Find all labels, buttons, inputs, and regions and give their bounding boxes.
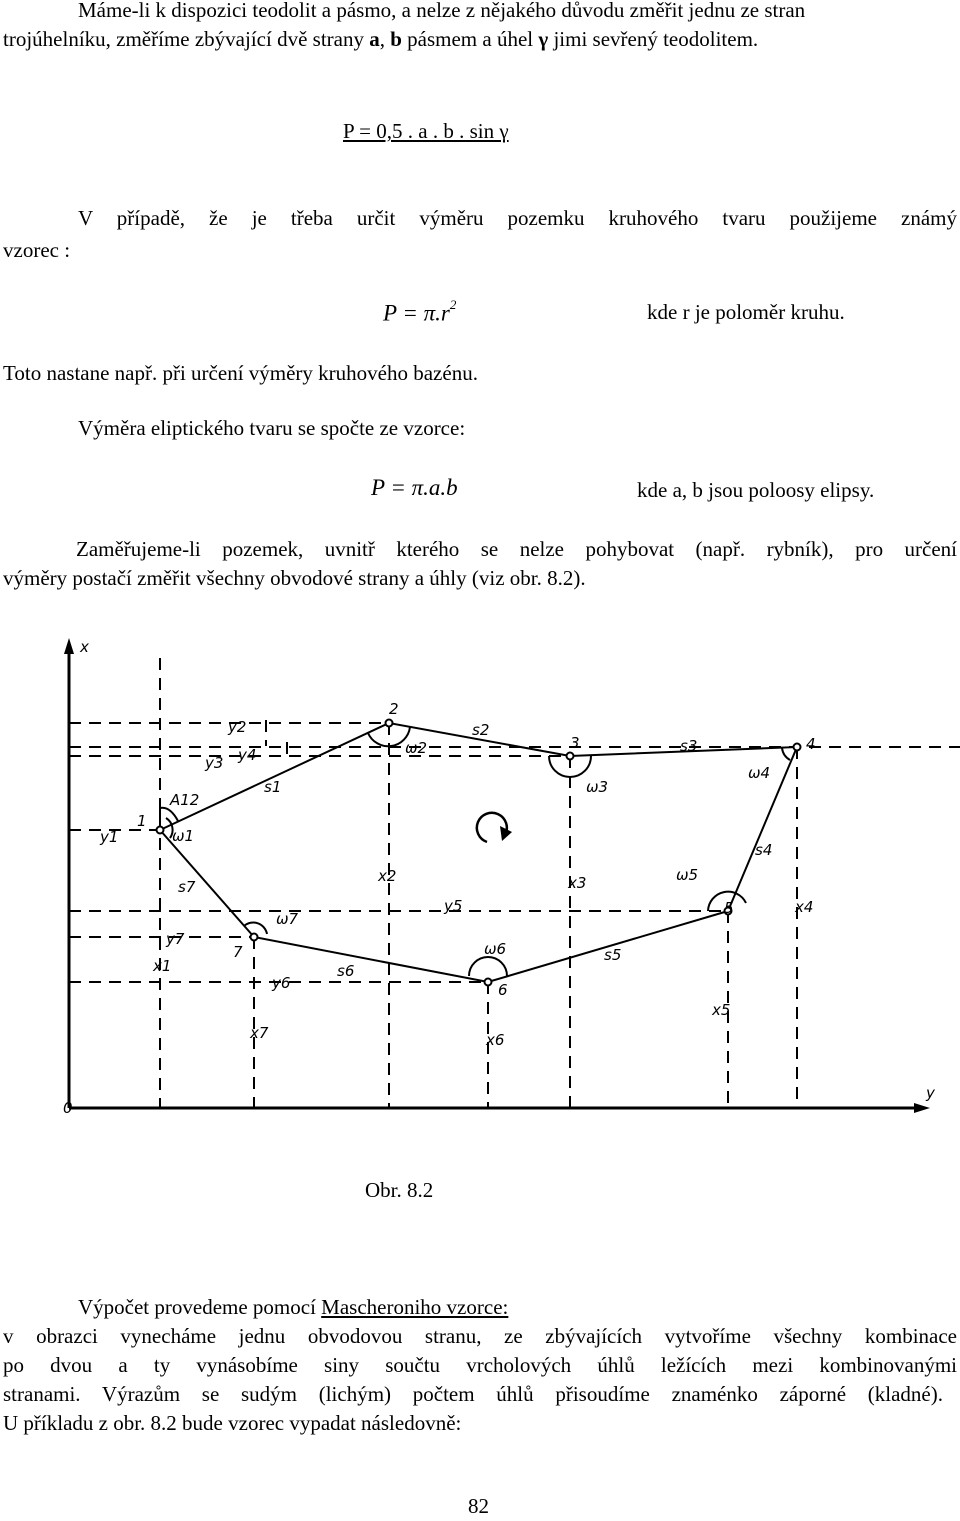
triangle-area-formula: P = 0,5 . a . b . sin γ	[343, 119, 509, 143]
ellipse-line-1: Výměra eliptického tvaru se spočte ze vzorce:	[78, 416, 466, 440]
side-label-s2: s2	[472, 721, 490, 739]
point-4	[794, 744, 801, 751]
survey-line-1: Zaměřujeme-li pozemek, uvnitř kterého se nelze pohybovat (např. rybník), pro určení	[76, 537, 957, 561]
side-label-s6: s6	[337, 962, 355, 980]
circle-line-2: vzorec :	[3, 238, 71, 262]
point-label-7: 7	[233, 943, 243, 961]
figure-caption: Obr. 8.2	[365, 1178, 434, 1202]
point-label-3: 3	[570, 734, 580, 752]
y-label-6: y6	[272, 974, 291, 992]
side-label-s5: s5	[604, 946, 622, 964]
circle-formula-note: kde r je poloměr kruhu.	[647, 300, 845, 324]
polygon-survey-figure	[0, 630, 960, 1130]
x-label-1: x1	[153, 957, 172, 975]
circle-line-1: V případě, že je třeba určit výměru pozemku kruhového tvaru použijeme známý	[78, 206, 957, 230]
intro-line-2-middle: pásmem a úhel	[401, 27, 539, 51]
point-label-4: 4	[806, 735, 816, 753]
mascheroni-formula-name: Mascheroniho vzorce:	[321, 1295, 509, 1319]
page-number: 82	[468, 1494, 489, 1518]
intro-line-2-comma: ,	[379, 27, 391, 51]
x-label-7: x7	[250, 1024, 269, 1042]
origin-label: 0	[63, 1099, 73, 1117]
angle-label-omega4: ω4	[748, 764, 771, 782]
intro-line-1: Máme-li k dispozici teodolit a pásmo, a nelze z nějakého důvodu změřit jednu ze stran	[78, 0, 806, 22]
x-label-4: x4	[795, 898, 814, 916]
y-label-1: y1	[100, 828, 119, 846]
intro-line-2	[3, 25, 758, 54]
mascheroni-intro-text: Výpočet provedeme pomocí	[78, 1295, 322, 1319]
point-2	[386, 720, 393, 727]
point-label-6: 6	[498, 981, 508, 999]
angle-label-omega1: ω1	[172, 827, 195, 845]
bearing-arc	[160, 808, 178, 821]
point-label-2: 2	[389, 700, 399, 718]
circle-example: Toto nastane např. při určení výměry kruhového bazénu.	[3, 361, 478, 385]
axis-y-label: y	[926, 1084, 935, 1102]
mascheroni-line-2: v obrazci vynecháme jednu obvodovou stranu, ze zbývajících vytvoříme všechny kombinace	[3, 1324, 957, 1348]
gamma-bold: γ	[538, 27, 549, 51]
x-label-5: x5	[712, 1001, 731, 1019]
side-label-s4: s4	[755, 841, 773, 859]
circle-formula-main: P = π.r	[383, 300, 450, 326]
point-3	[567, 753, 574, 760]
angle-arc-omega6	[469, 957, 507, 976]
y-axis-arrow	[914, 1103, 930, 1113]
angle-label-omega2: ω2	[405, 739, 428, 757]
angle-label-omega6: ω6	[484, 940, 507, 958]
mascheroni-line-5: U příkladu z obr. 8.2 bude vzorec vypadat následovně:	[3, 1411, 462, 1435]
axis-x-label: x	[80, 638, 89, 656]
y-label-2: y2	[228, 718, 247, 736]
point-6	[485, 979, 492, 986]
point-7	[251, 934, 258, 941]
intro-line-2-end: jimi sevřený teodolitem.	[548, 27, 759, 51]
horizontal-projection-lines	[69, 723, 960, 982]
side-label-s1: s1	[264, 778, 282, 796]
side-b-bold: b	[390, 27, 402, 51]
point-label-1: 1	[137, 812, 147, 830]
x-label-2: x2	[378, 867, 397, 885]
y-label-5: y5	[444, 897, 463, 915]
x-axis-arrow	[64, 638, 74, 654]
side-label-s3: s3	[680, 737, 698, 755]
x-label-6: x6	[486, 1031, 505, 1049]
intro-line-2-start: trojúhelníku, změříme zbývající dvě strany	[3, 27, 370, 51]
survey-line-2: výměry postačí změřit všechny obvodové strany a úhly (viz obr. 8.2).	[3, 566, 586, 590]
point-label-5: 5	[724, 899, 734, 917]
angle-label-omega5: ω5	[676, 866, 699, 884]
circle-area-formula	[383, 293, 456, 328]
y-label-7: y7	[166, 930, 185, 948]
mascheroni-line-3: po dvou a ty vynásobíme siny součtu vrcholových úhlů ležících mezi kombinovanými	[3, 1353, 957, 1377]
ellipse-area-formula: P = π.a.b	[371, 475, 458, 500]
circle-formula-exponent: 2	[449, 297, 457, 312]
angle-label-omega3: ω3	[586, 778, 609, 796]
y-label-4: y4	[238, 746, 257, 764]
bearing-label: A12	[170, 791, 200, 809]
mascheroni-line-4: stranami. Výrazům se sudým (lichým) počtem úhlů přisoudíme znaménko záporné (kladné).	[3, 1382, 943, 1406]
mascheroni-line-1	[78, 1293, 508, 1322]
side-a-bold: a	[369, 27, 380, 51]
x-label-3: x3	[568, 874, 587, 892]
y-label-3: y3	[205, 754, 224, 772]
point-1	[157, 827, 164, 834]
side-label-s7: s7	[178, 878, 196, 896]
angle-label-omega7: ω7	[276, 910, 299, 928]
angle-arc-omega4	[782, 748, 790, 760]
ellipse-formula-note: kde a, b jsou poloosy elipsy.	[637, 478, 875, 502]
